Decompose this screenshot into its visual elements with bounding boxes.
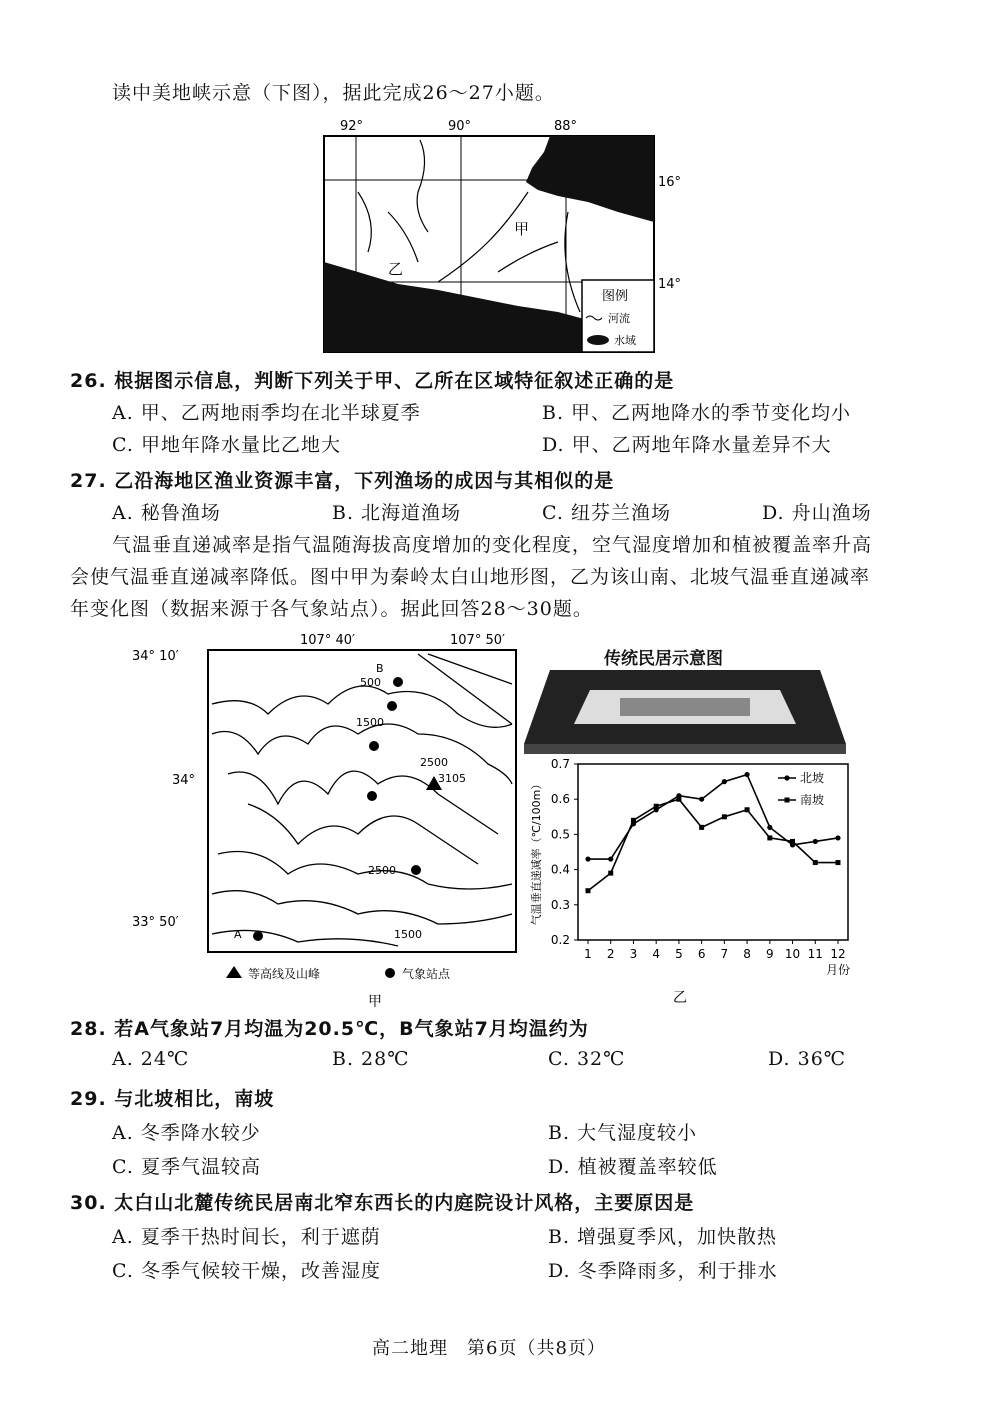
- lon-label-92: 92°: [340, 119, 364, 134]
- q29-option-a[interactable]: A. 冬季降水较少: [112, 1122, 261, 1144]
- isthmus-map: [318, 112, 690, 354]
- legend-title: 图例: [602, 289, 629, 304]
- q27-option-a[interactable]: A. 秘鲁渔场: [112, 502, 221, 524]
- map2-caption: 甲: [368, 994, 382, 1010]
- q29-option-b[interactable]: B. 大气湿度较小: [548, 1122, 698, 1144]
- intro-28-30-line3: 年变化图（数据来源于各气象站点）。据此回答28～30题。: [70, 598, 593, 620]
- q26-option-b[interactable]: B. 甲、乙两地降水的季节变化均小: [542, 402, 852, 424]
- map2-lat-label-2: 34°: [172, 773, 196, 788]
- data-point: [813, 860, 818, 865]
- data-point: [836, 860, 841, 865]
- x-tick-label: 11: [807, 947, 823, 961]
- data-point: [722, 814, 727, 819]
- data-point: [654, 804, 659, 809]
- data-point: [608, 856, 613, 861]
- y-tick-label: 0.3: [550, 897, 570, 912]
- peak-label: 3105: [438, 772, 466, 785]
- x-tick-label: 9: [765, 947, 774, 961]
- q26-option-d[interactable]: D. 甲、乙两地年降水量差异不大: [542, 434, 832, 456]
- q26-option-c[interactable]: C. 甲地年降水量比乙地大: [112, 434, 341, 456]
- legend-contour: 等高线及山峰: [248, 967, 321, 981]
- legend-label: 南坡: [800, 793, 825, 807]
- x-axis-label: 月份: [825, 963, 850, 977]
- y-tick-label: 0.5: [550, 827, 570, 842]
- legend-marker: [785, 798, 790, 803]
- series-line-south: [588, 799, 838, 891]
- contour-label-1500a: 1500: [356, 716, 384, 729]
- lon-label-90: 90°: [448, 119, 472, 134]
- station-b-dot: [393, 677, 403, 687]
- contour-label-500: 500: [360, 676, 381, 689]
- station-a-label: A: [234, 928, 242, 941]
- q26-stem: 26. 根据图示信息，判断下列关于甲、乙所在区域特征叙述正确的是: [70, 370, 675, 392]
- data-point: [835, 835, 840, 840]
- lapse-rate-chart: [520, 756, 880, 1008]
- x-tick-label: 5: [675, 947, 683, 961]
- q30-option-c[interactable]: C. 冬季气候较干燥，改善湿度: [112, 1260, 381, 1282]
- lon-label-88: 88°: [554, 119, 578, 134]
- data-point: [813, 839, 818, 844]
- station-b-label: B: [376, 662, 384, 675]
- data-point: [676, 797, 681, 802]
- map2-frame: [208, 650, 516, 952]
- q27-option-c[interactable]: C. 纽芬兰渔场: [542, 502, 671, 524]
- x-tick-label: 3: [629, 947, 638, 961]
- q28-option-c[interactable]: C. 32℃: [548, 1048, 626, 1070]
- map2-lat-label-3: 33° 50′: [132, 915, 179, 930]
- q29-option-c[interactable]: C. 夏季气温较高: [112, 1156, 261, 1178]
- place-yi: 乙: [388, 260, 404, 278]
- map2-lon-label-2: 107° 50′: [450, 633, 505, 648]
- y-tick-label: 0.6: [550, 792, 570, 807]
- q27-option-d[interactable]: D. 舟山渔场: [762, 502, 872, 524]
- data-point: [745, 807, 750, 812]
- chart-caption: 乙: [673, 990, 687, 1006]
- series-line-north: [588, 775, 838, 859]
- water-legend-icon: [587, 335, 609, 345]
- intro-28-30-line1: 气温垂直递减率是指气温随海拔高度增加的变化程度，空气湿度增加和植被覆盖率升高: [112, 534, 873, 556]
- x-tick-label: 1: [584, 947, 592, 961]
- q26-option-a[interactable]: A. 甲、乙两地雨季均在北半球夏季: [112, 402, 421, 424]
- contour-legend-icon: [226, 966, 242, 978]
- traditional-house-illustration: [520, 664, 848, 756]
- place-jia: 甲: [514, 220, 530, 238]
- taibai-topo-map: [128, 624, 528, 1014]
- contour-label-1500b: 1500: [394, 928, 422, 941]
- legend-water: 水域: [614, 334, 636, 347]
- intro-28-30-line2: 会使气温垂直递减率降低。图中甲为秦岭太白山地形图，乙为该山南、北坡气温垂直递减率: [70, 566, 871, 588]
- y-tick-label: 0.4: [550, 862, 570, 877]
- q30-stem: 30. 太白山北麓传统民居南北窄东西长的内庭院设计风格，主要原因是: [70, 1192, 695, 1214]
- lat-label-14: 14°: [658, 277, 682, 292]
- x-tick-label: 6: [697, 947, 706, 961]
- q29-stem: 29. 与北坡相比，南坡: [70, 1088, 275, 1110]
- legend-label: 北坡: [800, 771, 825, 785]
- x-tick-label: 7: [720, 947, 729, 961]
- q29-option-d[interactable]: D. 植被覆盖率较低: [548, 1156, 718, 1178]
- x-tick-label: 10: [784, 947, 801, 961]
- lat-label-16: 16°: [658, 175, 682, 190]
- legend-river: 河流: [608, 312, 630, 325]
- q27-stem: 27. 乙沿海地区渔业资源丰富，下列渔场的成因与其相似的是: [70, 470, 615, 492]
- legend-marker: [784, 775, 789, 780]
- q28-option-a[interactable]: A. 24℃: [112, 1048, 190, 1070]
- q30-option-d[interactable]: D. 冬季降雨多，利于排水: [548, 1260, 778, 1282]
- map2-lon-label-1: 107° 40′: [300, 633, 355, 648]
- q27-option-b[interactable]: B. 北海道渔场: [332, 502, 462, 524]
- data-point: [585, 856, 590, 861]
- intro-26-27: 读中美地峡示意（下图），据此完成26～27小题。: [112, 82, 555, 104]
- page-footer: 高二地理 第6页（共8页）: [372, 1338, 606, 1359]
- contour-label-2500b: 2500: [368, 864, 396, 877]
- station-legend-icon: [385, 968, 395, 978]
- data-point: [699, 825, 704, 830]
- chart-plot-area: [529, 757, 850, 1006]
- data-point: [586, 888, 591, 893]
- data-point: [699, 797, 704, 802]
- data-point: [631, 818, 636, 823]
- x-tick-label: 2: [606, 947, 615, 961]
- q30-option-b[interactable]: B. 增强夏季风，加快散热: [548, 1226, 778, 1248]
- q28-stem: 28. 若A气象站7月均温为20.5℃，B气象站7月均温约为: [70, 1018, 589, 1040]
- contour-label-2500a: 2500: [420, 756, 448, 769]
- data-point: [722, 779, 727, 784]
- y-axis-label: 气温垂直递减率（℃/100m）: [530, 778, 543, 926]
- station-a-dot: [253, 931, 263, 941]
- legend-station: 气象站点: [402, 967, 451, 981]
- data-point: [767, 835, 772, 840]
- data-point: [790, 839, 795, 844]
- house-title: 传统民居示意图: [604, 649, 723, 669]
- q28-option-d[interactable]: D. 36℃: [768, 1048, 847, 1070]
- x-tick-label: 12: [830, 947, 846, 961]
- map2-lat-label-1: 34° 10′: [132, 649, 179, 664]
- x-tick-label: 8: [743, 947, 751, 961]
- data-point: [744, 772, 749, 777]
- data-point: [608, 871, 613, 876]
- data-point: [767, 825, 772, 830]
- y-tick-label: 0.2: [550, 933, 570, 947]
- y-tick-label: 0.7: [550, 757, 570, 771]
- x-tick-label: 4: [652, 947, 661, 961]
- q28-option-b[interactable]: B. 28℃: [332, 1048, 410, 1070]
- q30-option-a[interactable]: A. 夏季干热时间长，利于遮荫: [112, 1226, 381, 1248]
